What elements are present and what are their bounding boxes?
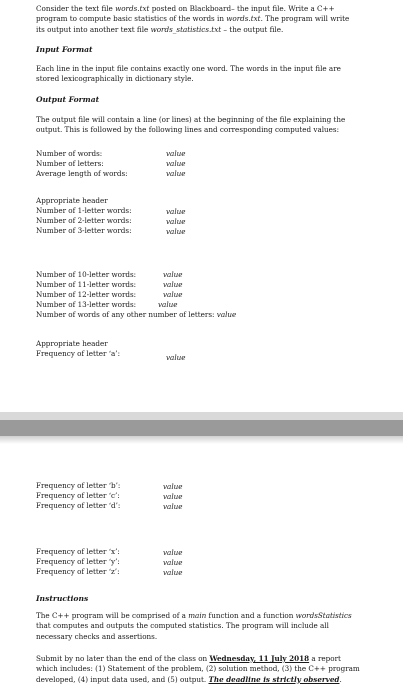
count-label-11: Number of 11-letter words:: [36, 280, 137, 289]
appropriate-header-1: Appropriate header: [36, 196, 108, 205]
freq-label-y: Frequency of letter ‘y’:: [36, 557, 120, 566]
count-value-3: value: [166, 227, 186, 236]
freq-value-b: value: [163, 482, 183, 491]
freq-value-y: value: [163, 558, 183, 567]
freq-value-x: value: [163, 548, 183, 557]
summary-value-words: value: [166, 149, 186, 158]
count-value-13: value: [158, 300, 178, 309]
count-other: Number of words of any other number of letters: value: [36, 310, 237, 319]
count-label-13: Number of 13-letter words:: [36, 300, 137, 309]
count-value-12: value: [163, 290, 183, 299]
count-value-2: value: [166, 217, 186, 226]
count-label-10: Number of 10-letter words:: [36, 270, 137, 279]
count-other-value: value: [216, 310, 237, 319]
count-label-2: Number of 2-letter words:: [36, 216, 132, 225]
count-value-10: value: [163, 270, 183, 279]
freq-label-x: Frequency of letter ‘x’:: [36, 547, 120, 556]
deadline-notice: The deadline is strictly observed: [208, 674, 340, 684]
instructions-heading: Instructions: [36, 594, 89, 603]
document-page-bottom: [0, 444, 403, 700]
intro-line-3: its output into another text file words_statistics.txt – the output file.: [36, 24, 284, 34]
due-date: Wednesday, 11 July 2018: [209, 654, 310, 663]
freq-label-a: Frequency of letter ‘a’:: [36, 349, 121, 358]
input-format-heading: Input Format: [36, 45, 93, 54]
page-break-dark: [0, 420, 403, 436]
freq-value-z: value: [163, 568, 183, 577]
summary-label-average: Average length of words:: [36, 169, 128, 178]
page-break-light: [0, 412, 403, 420]
appropriate-header-2: Appropriate header: [36, 339, 108, 348]
intro-line-1: Consider the text file words.txt posted on Blackboard– the input file. Write a C++: [36, 4, 335, 13]
freq-value-d: value: [163, 502, 183, 511]
count-label-1: Number of 1-letter words:: [36, 206, 132, 215]
output-format-heading: Output Format: [36, 95, 100, 104]
count-value-1: value: [166, 207, 186, 216]
instructions-paragraph: The C++ program will be comprised of a main function and a function wordsStatistics that computes and outputs the computed statistics. The program will include all necessary checks and assertions.: [36, 611, 352, 641]
freq-value-c: value: [163, 492, 183, 501]
count-value-11: value: [163, 280, 183, 289]
summary-label-letters: Number of letters:: [36, 159, 104, 168]
count-label-3: Number of 3-letter words:: [36, 226, 132, 235]
freq-value-a: value: [166, 353, 186, 362]
count-label-12: Number of 12-letter words:: [36, 290, 137, 299]
summary-value-average: value: [166, 169, 186, 178]
intro-line-2: program to compute basic statistics of the words in words.txt. The program will write: [36, 14, 350, 24]
freq-label-b: Frequency of letter ‘b’:: [36, 481, 121, 490]
intro-paragraph: [36, 4, 376, 35]
input-format-paragraph: Each line in the input file contains exactly one word. The words in the input file are stored lexicographically in dictionary style.: [36, 64, 341, 84]
submit-paragraph: Submit by no later than the end of the class on Wednesday, 11 July 2018 a report which includes: (1) Statement of the problem, (2) solution method, (3) the C++ program developed, (4) input data used, and (5) output. The deadline is strictly observed.: [36, 654, 360, 684]
page-break-fade: [0, 436, 403, 444]
freq-label-z: Frequency of letter ‘z’:: [36, 567, 120, 576]
freq-label-d: Frequency of letter ‘d’:: [36, 501, 121, 510]
freq-label-c: Frequency of letter ‘c’:: [36, 491, 120, 500]
output-format-paragraph: The output file will contain a line (or lines) at the beginning of the file explaining the output. This is followed by the following lines and corresponding computed values:: [36, 115, 346, 135]
summary-label-words: Number of words:: [36, 149, 103, 158]
summary-value-letters: value: [166, 159, 186, 168]
